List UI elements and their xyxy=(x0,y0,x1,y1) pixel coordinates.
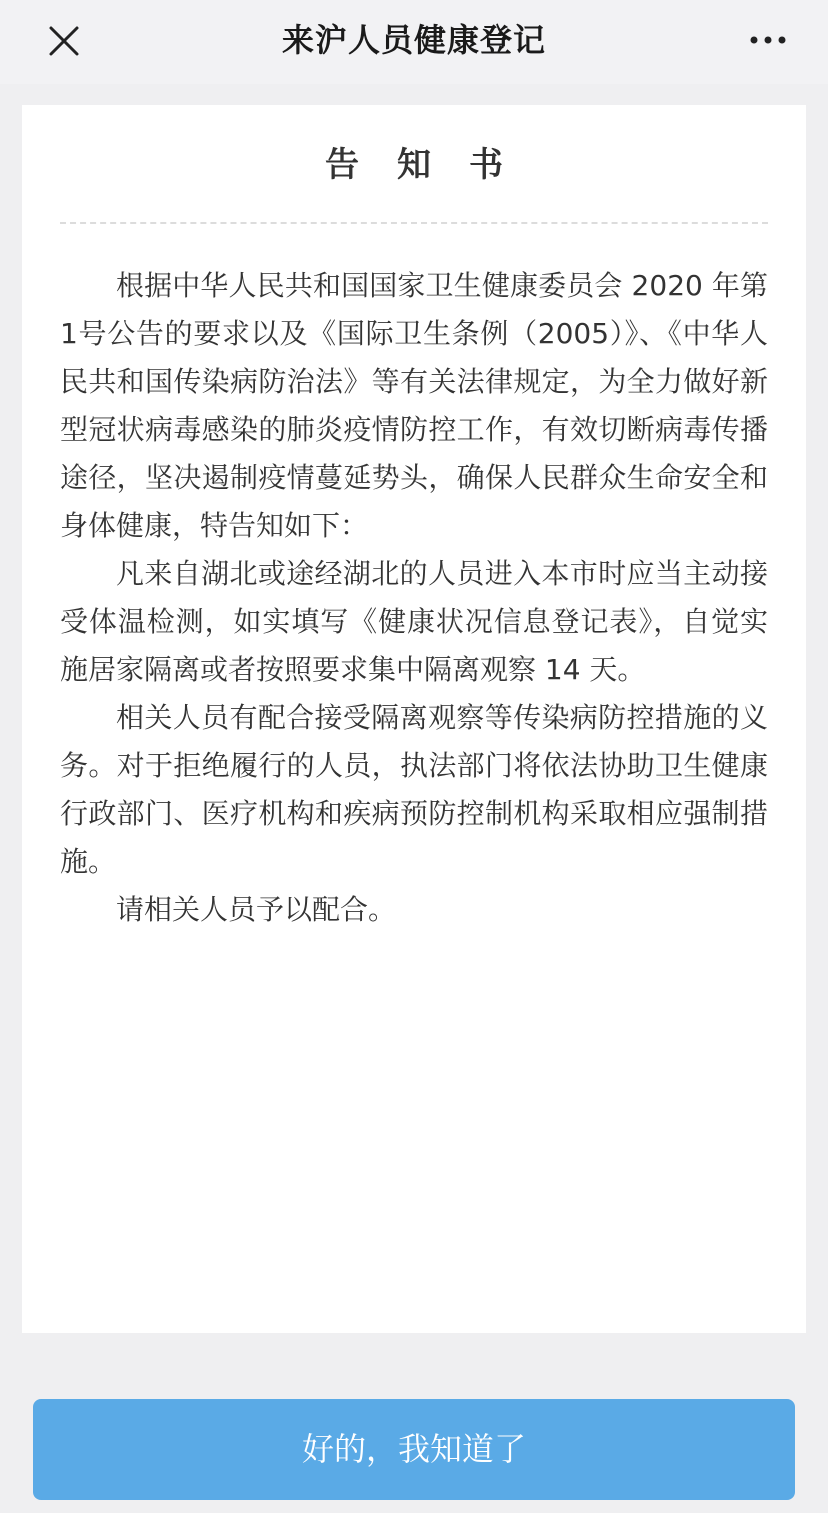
notice-title: 告知书 xyxy=(325,145,541,185)
notice-paragraph: 相关人员有配合接受隔离观察等传染病防控措施的义务。对于拒绝履行的人员，执法部门将依法协助卫生健康行政部门、医疗机构和疾病预防控制机构采取相应强制措施。 xyxy=(60,701,768,878)
confirm-button[interactable]: 好的，我知道了 xyxy=(33,1399,795,1500)
notice-paragraph: 根据中华人民共和国国家卫生健康委员会 2020 年第1号公告的要求以及《国际卫生条例（2005）》、《中华人民共和国传染病防治法》等有关法律规定，为全力做好新型冠状病毒感染的肺炎疫情防控工作，有效切断病毒传播途径，坚决遏制疫情蔓延势头，确保人民群众生命安全和身体健康，特告知如下： xyxy=(60,269,768,542)
notice-paragraph: 请相关人员予以配合。 xyxy=(116,893,397,926)
dashed-divider xyxy=(60,222,768,224)
page-title: 来沪人员健康登记 xyxy=(281,21,546,59)
notice-paragraph: 凡来自湖北或途经湖北的人员进入本市时应当主动接受体温检测，如实填写《健康状况信息登记表》，自觉实施居家隔离或者按照要求集中隔离观察 14 天。 xyxy=(60,557,768,686)
navigation-bar xyxy=(0,0,828,84)
notice-body xyxy=(60,262,768,934)
more-horizontal-icon[interactable] xyxy=(740,22,796,58)
